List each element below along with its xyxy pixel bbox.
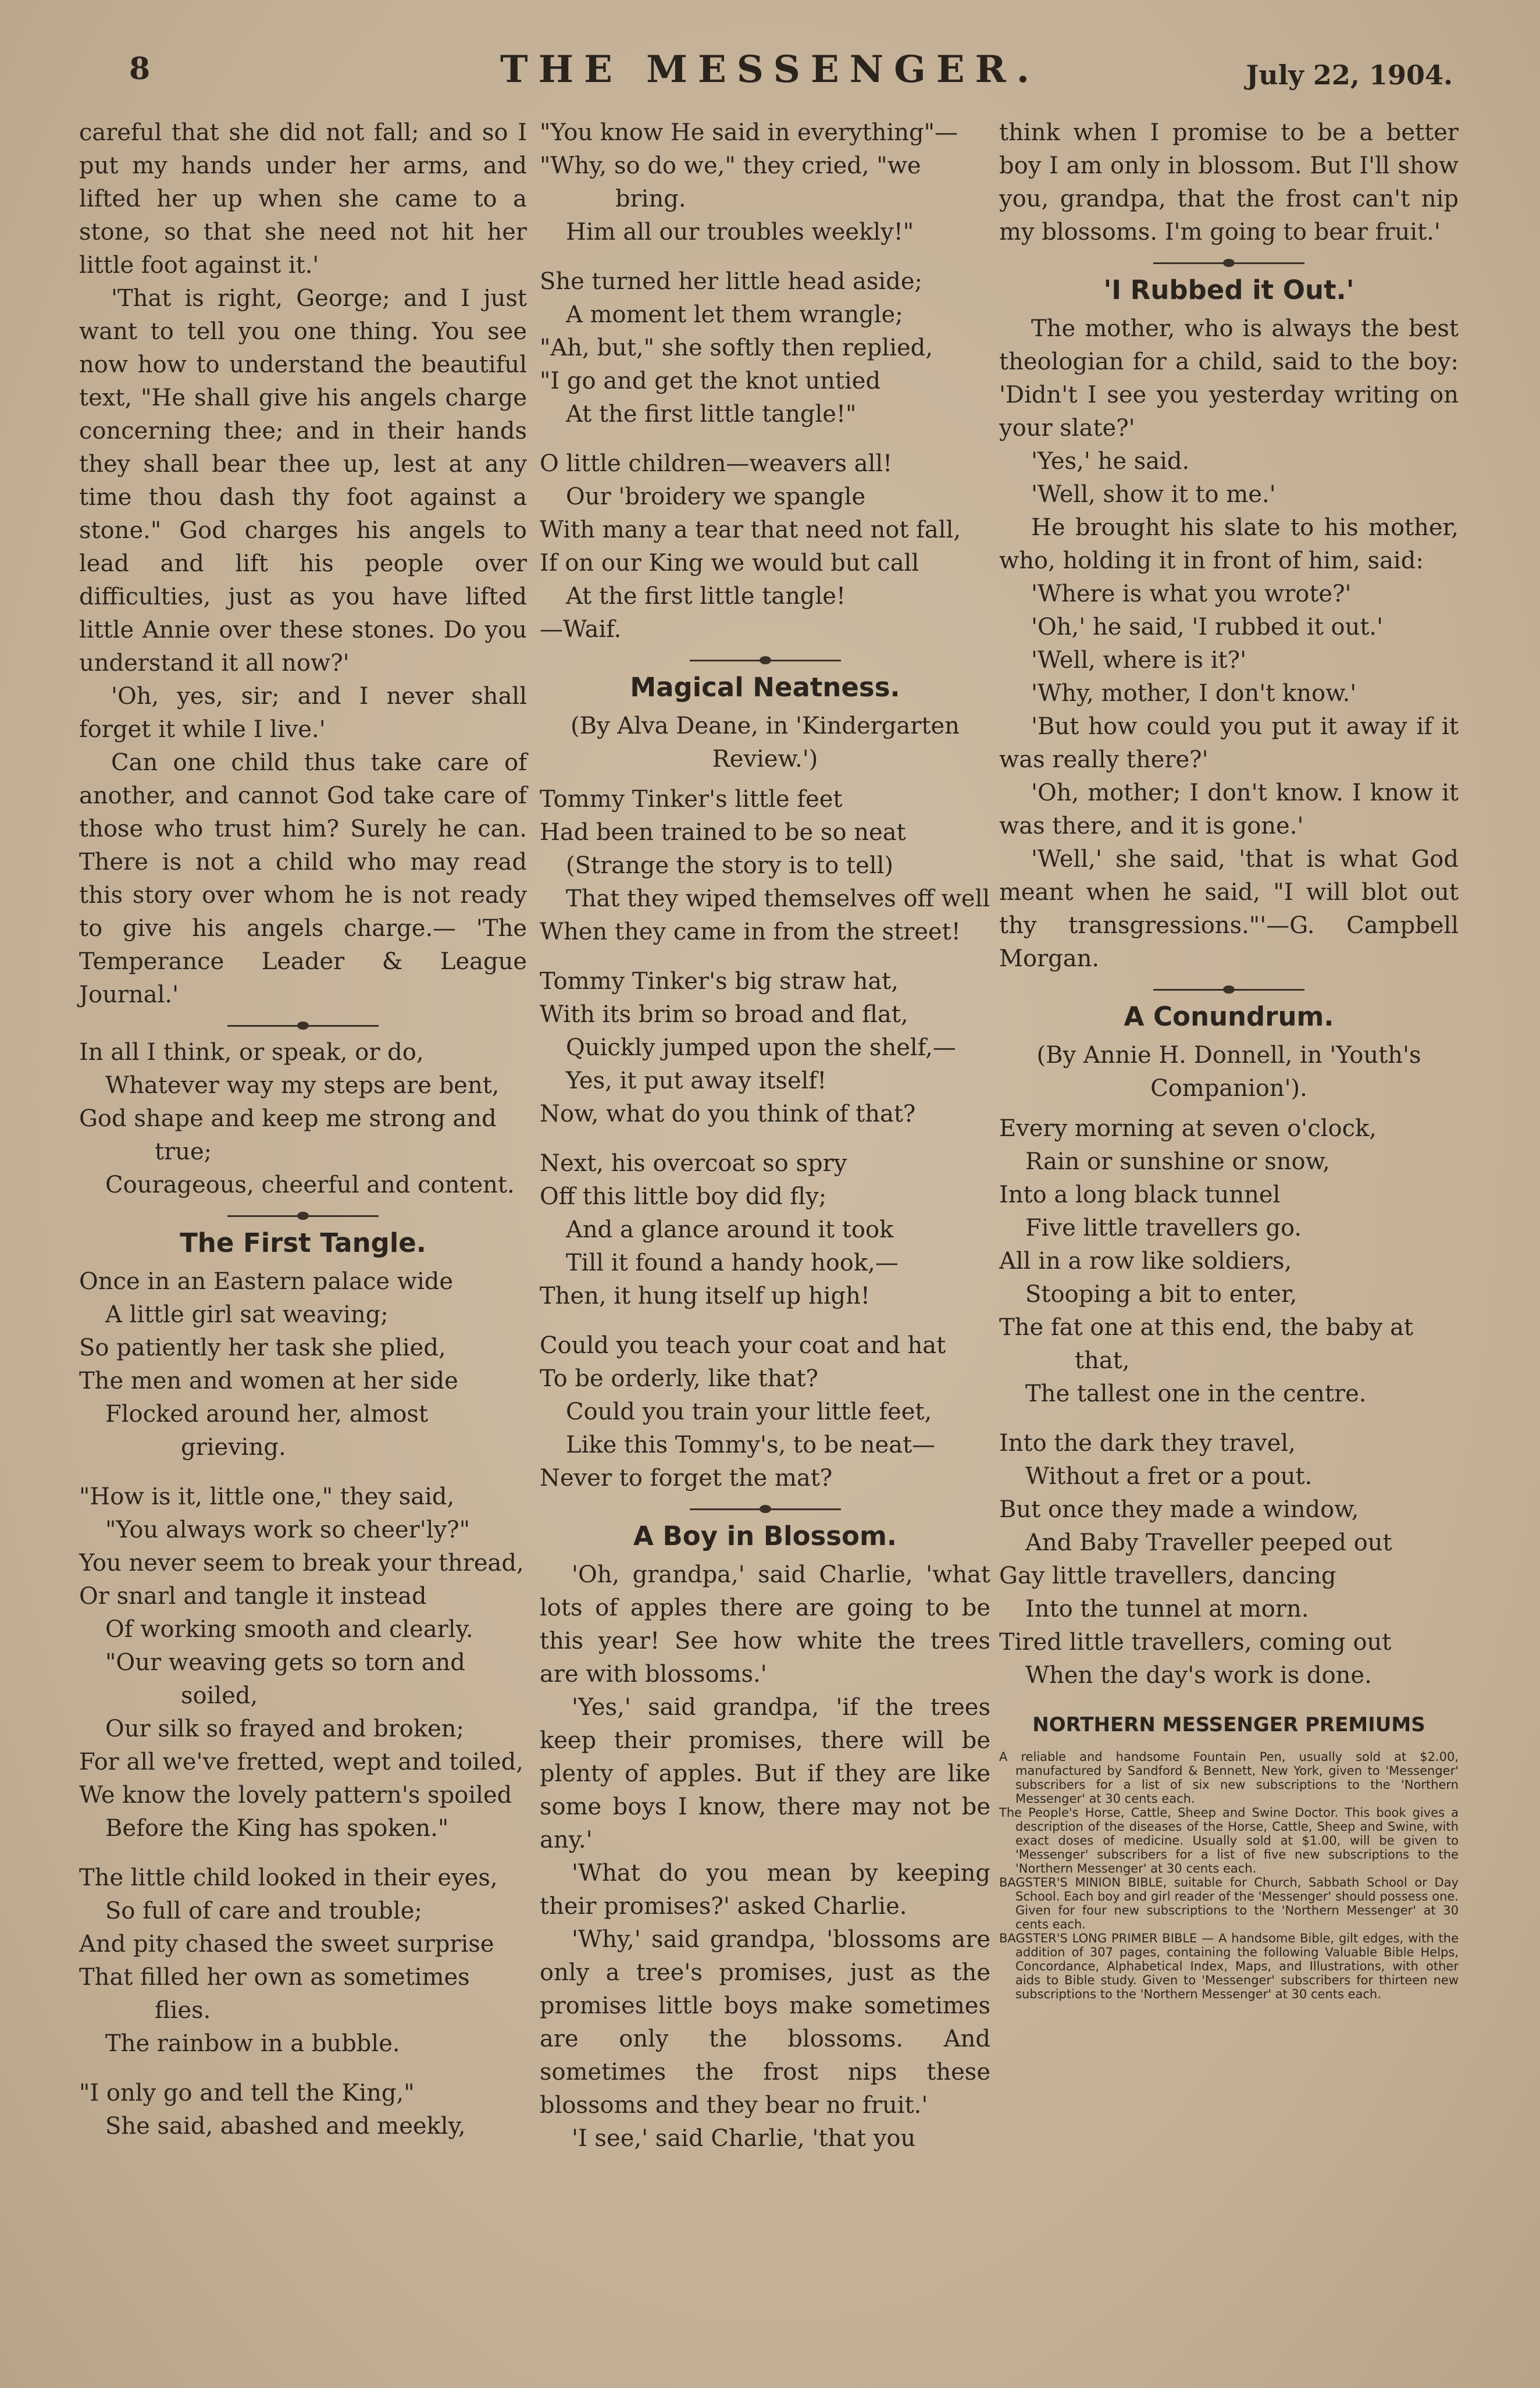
poem-stanza xyxy=(999,1112,1459,1411)
poem-line: She turned her little head aside; xyxy=(540,268,922,295)
issue-date: July 22, 1904. xyxy=(1246,59,1453,91)
poem-line: The men and women at her side xyxy=(79,1368,458,1394)
newspaper-title: THE MESSENGER. xyxy=(500,48,1040,91)
poem-line: Gay little travellers, dancing xyxy=(999,1563,1336,1589)
poem-line: When the day's work is done. xyxy=(1025,1662,1372,1689)
poem-line: Could you train your little feet, xyxy=(566,1398,932,1425)
poem-stanza xyxy=(540,965,990,1131)
poem-stanza xyxy=(540,1329,990,1495)
poem-stanza xyxy=(540,783,990,949)
story-paragraph: 'Oh,' he said, 'I rubbed it out.' xyxy=(1031,614,1384,640)
heading-first-tangle: The First Tangle. xyxy=(180,1227,426,1258)
poem-line: To be orderly, like that? xyxy=(540,1365,818,1392)
poem-line: The tallest one in the centre. xyxy=(1025,1380,1367,1407)
heading-rubbed-it-out: 'I Rubbed it Out.' xyxy=(1103,275,1354,305)
poem-line: And Baby Traveller peeped out xyxy=(1025,1529,1392,1556)
verse-line: God shape and keep me strong and true; xyxy=(79,1105,497,1165)
story-paragraph: 'Oh, grandpa,' said Charlie, 'what lots of apples there are going to be this year! See how white the trees are with blossoms.' xyxy=(540,1561,990,1688)
story-paragraph: 'That is right, George; and I just want to tell you one thing. You see now how to understand the beautiful text, "He shall give his angels charge concerning thee; and in their hands they shall bear thee up, lest at any time thou dash thy foot against a stone." God charges his angels to lead and lift his people over difficulties, just as you have lifted little Annie over these stones. Do you understand it all now?' xyxy=(79,285,527,677)
poem-line: Tommy Tinker's big straw hat, xyxy=(540,968,899,995)
poem-line: Never to forget the mat? xyxy=(540,1465,833,1492)
poem-line: With its brim so broad and flat, xyxy=(540,1001,908,1028)
poem-line: That filled her own as sometimes flies. xyxy=(79,1964,470,2024)
poem-line: Then, it hung itself up high! xyxy=(540,1283,870,1309)
poem-line: Into the dark they travel, xyxy=(999,1430,1296,1457)
poem-line: Till it found a handy hook,— xyxy=(566,1250,899,1276)
heading-premiums: NORTHERN MESSENGER PREMIUMS xyxy=(1032,1713,1425,1736)
premium-item: BAGSTER'S LONG PRIMER BIBLE — A handsome Bible, gilt edges, with the addition of 307 pages, containing the following Valuable Bible Helps, Concordance, Alphabetical Index, Maps, and Illustrations, with other aids to Bible study. Given to 'Messenger' subscribers for thirteen new subscriptions to the 'Northern Messenger' at 30 cents each. xyxy=(999,1931,1459,2001)
verse-line: Courageous, cheerful and content. xyxy=(105,1172,515,1198)
poem-line: A little girl sat weaving; xyxy=(105,1301,388,1328)
poem-line: And pity chased the sweet surprise xyxy=(79,1931,494,1958)
poem-line: "How is it, little one," they said, xyxy=(79,1483,455,1510)
poem-line: Now, what do you think of that? xyxy=(540,1101,916,1127)
story-paragraph: careful that she did not fall; and so I put my hands under her arms, and lifted her up when she came to a stone, so that she need not hit her little foot against it.' xyxy=(79,119,527,279)
poem-line: Or snarl and tangle it instead xyxy=(79,1583,427,1610)
story-paragraph: 'Why, mother, I don't know.' xyxy=(1031,680,1357,707)
poem-line: But once they made a window, xyxy=(999,1496,1359,1523)
section-divider xyxy=(1153,984,1304,995)
story-paragraph: think when I promise to be a better boy I am only in blossom. But I'll show you, grandpa, that the frost can't nip my blossoms. I'm going to bear fruit.' xyxy=(999,119,1459,245)
story-paragraph: 'Oh, mother; I don't know. I know it was there, and it is gone.' xyxy=(999,780,1459,839)
poem-line: Quickly jumped upon the shelf,— xyxy=(566,1034,956,1061)
poem-line: "I go and get the knot untied xyxy=(540,368,881,394)
poem-line: If on our King we would but call xyxy=(540,550,919,576)
poem-line: That they wiped themselves off well xyxy=(566,885,990,912)
poem-stanza xyxy=(999,1427,1459,1692)
story-paragraph: 'Yes,' he said. xyxy=(1031,448,1190,475)
poem-line: O little children—weavers all! xyxy=(540,450,893,477)
poem-line: At the first little tangle! xyxy=(566,583,846,610)
poem-line: (Strange the story is to tell) xyxy=(566,852,893,879)
premium-item: The People's Horse, Cattle, Sheep and Swine Doctor. This book gives a description of the diseases of the Horse, Cattle, Sheep and Swine, with exact doses of medicine. Usually sold at $1.00, will be given to 'Messenger' subscribers for a list of five new subscriptions to the 'Northern Messenger' at 30 cents each. xyxy=(999,1806,1459,1875)
poem-stanza xyxy=(79,2077,527,2143)
poem-line: With many a tear that need not fall, xyxy=(540,517,961,543)
page-number: 8 xyxy=(129,51,151,87)
heading-magical-neatness: Magical Neatness. xyxy=(630,672,900,703)
poem-line: Our 'broidery we spangle xyxy=(566,483,866,510)
poem-attribution: —Waif. xyxy=(540,616,622,643)
poem-line: Next, his overcoat so spry xyxy=(540,1150,847,1177)
premium-item: BAGSTER'S MINION BIBLE, suitable for Church, Sabbath School or Day School. Each boy and girl reader of the 'Messenger' should possess one. Given for four new subscriptions to the 'Northern Messenger' at 30 cents each. xyxy=(999,1875,1459,1931)
poem-line: "Our weaving gets so torn and soiled, xyxy=(105,1649,465,1709)
story-paragraph: 'Well, show it to me.' xyxy=(1031,481,1276,508)
story-paragraph: 'What do you mean by keeping their promises?' asked Charlie. xyxy=(540,1860,990,1920)
poem-line: "You know He said in everything"— xyxy=(540,119,958,146)
section-divider xyxy=(227,1020,379,1031)
section-divider xyxy=(227,1210,379,1222)
poem-line: Flocked around her, almost grieving. xyxy=(105,1401,428,1461)
poem-line: Tommy Tinker's little feet xyxy=(540,786,843,813)
poem-stanza xyxy=(540,265,990,431)
verse-line: In all I think, or speak, or do, xyxy=(79,1039,424,1066)
story-paragraph: 'Yes,' said grandpa, 'if the trees keep their promises, there will be plenty of apples. But if they are like some boys I know, there may not be any.' xyxy=(540,1694,990,1853)
poem-line: All in a row like soldiers, xyxy=(999,1248,1292,1275)
story-paragraph: 'Where is what you wrote?' xyxy=(1031,581,1352,607)
poem-line: Off this little boy did fly; xyxy=(540,1183,827,1210)
poem-line: "You always work so cheer'ly?" xyxy=(105,1517,470,1543)
poem-stanza xyxy=(79,1481,527,1845)
poem-line: Without a fret or a pout. xyxy=(1025,1463,1313,1490)
heading-conundrum: A Conundrum. xyxy=(1124,1001,1334,1032)
poem-line: The fat one at this end, the baby at that, xyxy=(999,1314,1413,1374)
poem-line: When they came in from the street! xyxy=(540,919,961,945)
story-paragraph: 'Well, where is it?' xyxy=(1031,647,1247,674)
premium-item: A reliable and handsome Fountain Pen, usually sold at $2.00, manufactured by Sandford & Bennett, New York, given to 'Messenger' subscribers for a list of six new subscriptions to the 'Northern Messenger' at 30 cents each. xyxy=(999,1750,1459,1806)
column-3 xyxy=(999,116,1459,2001)
section-divider xyxy=(1153,257,1304,269)
story-paragraph: The mother, who is always the best theologian for a child, said to the boy: 'Didn't I see you yesterday writing on your slate?' xyxy=(999,315,1459,442)
poem-line: "Why, so do we," they cried, "we bring. xyxy=(540,152,921,212)
column-1 xyxy=(79,116,527,2143)
story-paragraph: 'Why,' said grandpa, 'blossoms are only a tree's promises, just as the promises little boys make sometimes are only the blossoms. And sometimes the frost nips these blossoms and they bear no fruit.' xyxy=(540,1926,990,2119)
poem-line: At the first little tangle!" xyxy=(566,401,857,428)
story-paragraph: 'I see,' said Charlie, 'that you xyxy=(572,2125,916,2152)
poem-stanza xyxy=(540,447,990,646)
poem-line: Yes, it put away itself! xyxy=(566,1067,827,1094)
poem-line: Of working smooth and clearly. xyxy=(105,1616,473,1643)
poem-line: The rainbow in a bubble. xyxy=(105,2030,400,2057)
byline: (By Annie H. Donnell, in 'Youth's Companion'). xyxy=(1036,1042,1421,1102)
poem-line: Into the tunnel at morn. xyxy=(1025,1596,1309,1622)
poem-line: Had been trained to be so neat xyxy=(540,819,906,846)
masthead xyxy=(0,48,1540,98)
story-paragraph: 'Oh, yes, sir; and I never shall forget it while I live.' xyxy=(79,683,527,743)
verse-stanza xyxy=(79,1036,527,1202)
poem-line: Him all our troubles weekly!" xyxy=(566,219,914,245)
poem-line: Could you teach your coat and hat xyxy=(540,1332,946,1359)
poem-line: The little child looked in their eyes, xyxy=(79,1864,498,1891)
poem-line: So full of care and trouble; xyxy=(105,1898,422,1924)
story-paragraph: 'Well,' she said, 'that is what God meant when he said, "I will blot out thy transgressions."'—G. Campbell Morgan. xyxy=(999,846,1459,972)
poem-line: "I only go and tell the King," xyxy=(79,2080,415,2106)
poem-line: Five little travellers go. xyxy=(1025,1215,1302,1241)
poem-line: Before the King has spoken." xyxy=(105,1815,449,1842)
byline: (By Alva Deane, in 'Kindergarten Review.') xyxy=(571,713,960,773)
poem-stanza xyxy=(540,1147,990,1313)
verse-line: Whatever way my steps are bent, xyxy=(105,1072,500,1099)
poem-line: Into a long black tunnel xyxy=(999,1181,1281,1208)
section-divider xyxy=(690,1503,841,1515)
poem-line: Once in an Eastern palace wide xyxy=(79,1268,454,1295)
poem-line: She said, abashed and meekly, xyxy=(105,2113,466,2140)
poem-line: For all we've fretted, wept and toiled, xyxy=(79,1749,523,1775)
poem-stanza xyxy=(79,1265,527,1464)
poem-stanza xyxy=(540,116,990,249)
poem-line: Our silk so frayed and broken; xyxy=(105,1716,465,1742)
story-paragraph: He brought his slate to his mother, who, holding it in front of him, said: xyxy=(999,514,1459,574)
poem-line: We know the lovely pattern's spoiled xyxy=(79,1782,512,1809)
poem-line: And a glance around it took xyxy=(566,1216,894,1243)
story-paragraph: 'But how could you put it away if it was really there?' xyxy=(999,713,1459,773)
heading-boy-in-blossom: A Boy in Blossom. xyxy=(633,1521,897,1551)
poem-line: Tired little travellers, coming out xyxy=(999,1629,1392,1656)
column-2 xyxy=(540,116,990,2155)
poem-line: Rain or sunshine or snow, xyxy=(1025,1148,1330,1175)
poem-line: You never seem to break your thread, xyxy=(79,1550,524,1576)
section-divider xyxy=(690,654,841,666)
poem-stanza xyxy=(79,1862,527,2060)
poem-line: Stooping a bit to enter, xyxy=(1025,1281,1297,1308)
poem-line: Every morning at seven o'clock, xyxy=(999,1115,1377,1142)
poem-line: So patiently her task she plied, xyxy=(79,1334,446,1361)
story-paragraph: Can one child thus take care of another, and cannot God take care of those who trust him? Surely he can. There is not a child who may read this story over whom he is not ready to give his angels charge.— 'The Temperance Leader & League Journal.' xyxy=(79,749,527,1008)
poem-line: A moment let them wrangle; xyxy=(566,301,903,328)
poem-line: Like this Tommy's, to be neat— xyxy=(566,1432,936,1458)
poem-line: "Ah, but," she softly then replied, xyxy=(540,334,933,361)
